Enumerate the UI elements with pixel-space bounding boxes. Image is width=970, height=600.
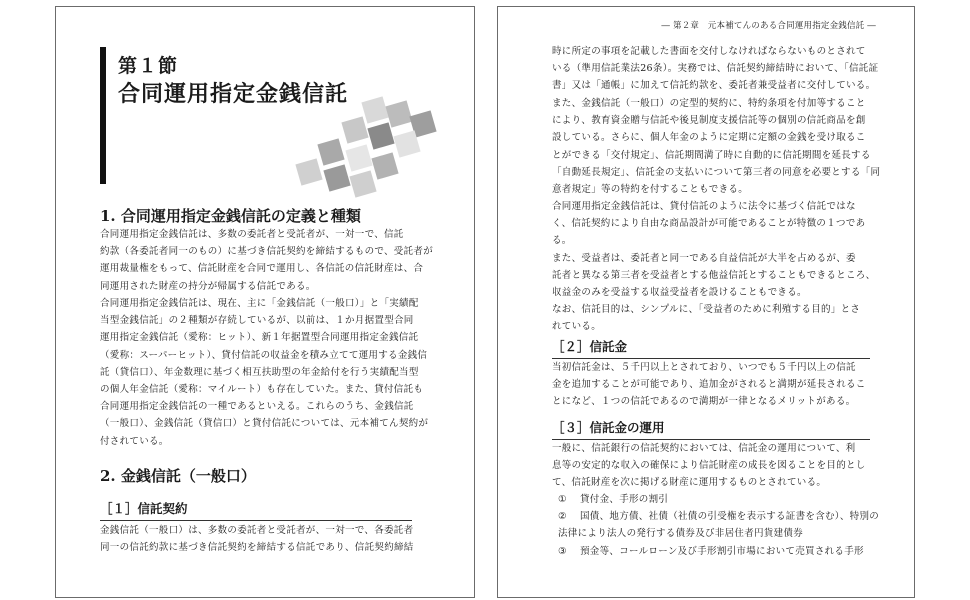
- text-line: いる（準用信託業法26条）。実務では、信託契約締結時において、「信託証: [552, 63, 879, 75]
- text-line: て、信託財産を次に掲げる財産に運用するものとされている。: [552, 477, 827, 489]
- section-bar: [100, 47, 106, 184]
- list-item-number: ③: [558, 545, 567, 557]
- heading-1: 1. 合同運用指定金銭信託の定義と種類: [100, 207, 361, 225]
- paragraph-r1: [552, 43, 878, 95]
- text-line: （一般口）、金銭信託（貸信口）と貸付信託については、元本補てん契約が: [100, 418, 429, 430]
- text-line: る。: [552, 235, 572, 247]
- paragraph-1: [100, 226, 433, 295]
- paragraph-r5: [552, 301, 860, 335]
- text-line: れている。: [552, 321, 602, 333]
- decorative-tiles: [294, 99, 444, 194]
- subheading-contract: ［１］信託契約: [100, 499, 412, 521]
- text-line: 同一の信託約款に基づき信託契約を締結する信託であり、信託契約締結: [100, 542, 414, 554]
- section-number: 第１節: [118, 55, 179, 77]
- paragraph-r7: [552, 440, 866, 492]
- text-line: 運用指定金銭信託（愛称：ヒット）、新１年据置型合同運用指定金銭信託: [100, 332, 419, 344]
- list-item: [558, 508, 879, 525]
- text-line: く、信託契約により自由な商品設計が可能であることが特徴の１つであ: [552, 218, 866, 230]
- text-line: 合同運用指定金銭信託は、多数の委託者と受託者が、一対一で、信託: [100, 229, 404, 240]
- text-line: 設している。さらに、個人年金のように定期に定額の金銭を受け取るこ: [552, 132, 866, 144]
- list-item-continuation: 法律により法人の発行する債券及び非居住者円貨建債券: [558, 528, 804, 540]
- left-page: [55, 6, 475, 598]
- text-line: により、教育資金贈与信託や後見制度支援信託等の個別の信託商品を創: [552, 115, 866, 127]
- paragraph-2: [100, 295, 428, 450]
- text-line: 当初信託金は、５千円以上とされており、いつでも５千円以上の信託: [552, 362, 856, 373]
- text-line: とになど、１つの信託であるので満期が一律となるメリットがある。: [552, 396, 856, 408]
- text-line: なお、信託目的は、シンプルに、「受益者のために利殖する目的」とさ: [552, 304, 861, 315]
- heading-2: 2. 金銭信託（一般口）: [100, 467, 256, 485]
- text-line: 託（貸信口）、年金数理に基づく相互扶助型の年金給付を行う実績配当型: [100, 366, 419, 378]
- text-line: 収益金のみを受益する収益受益者を設けることもできる。: [552, 287, 807, 299]
- text-line: また、金銭信託（一般口）の定型的契約に、特約条項を付加等すること: [552, 98, 866, 109]
- subheading-trust-money: ［２］信託金: [552, 337, 870, 359]
- text-line: 同運用された財産の持分が帰属する信託である。: [100, 280, 316, 292]
- text-line: 書」又は「通帳」に加えて信託約款を、委託者兼受益者に交付している。: [552, 80, 876, 92]
- list-item: [558, 491, 879, 508]
- list-item-text: 国債、地方債、社債（社債の引受権を表示する証書を含む）、特別の: [580, 511, 880, 523]
- paragraph-r2: [552, 95, 880, 198]
- text-line: 付されている。: [100, 435, 169, 447]
- text-line: 時に所定の事項を記載した書面を交付しなければならないものとされて: [552, 46, 866, 57]
- subheading-investment: ［３］信託金の運用: [552, 418, 870, 440]
- text-line: 約款（各委託者同一のもの）に基づき信託契約を締結するもので、受託者が: [100, 246, 434, 258]
- list-item: [558, 543, 879, 560]
- text-line: 合同運用指定金銭信託は、現在、主に「金銭信託（一般口）」と「実績配: [100, 298, 419, 309]
- right-page: [497, 6, 915, 598]
- section-title: 合同運用指定金銭信託: [118, 81, 349, 107]
- paragraph-3: [100, 522, 414, 556]
- paragraph-r3: [552, 198, 865, 250]
- text-line: また、受益者は、委託者と同一である自益信託が大半を占めるが、委: [552, 253, 856, 264]
- text-line: 一般に、信託銀行の信託契約においては、信託金の運用について、利: [552, 443, 856, 454]
- text-line: 託者と異なる第三者を受益者とする他益信託とすることもできるところ、: [552, 270, 876, 282]
- list-item-text: 預金等、コールローン及び手形割引市場において売買される手形: [580, 545, 864, 557]
- text-line: （愛称：スーパーヒット）、貸付信託の収益金を積み立てて運用する金銭信: [100, 349, 428, 361]
- text-line: 運用裁量権をもって、信託財産を合同で運用し、各信託の信託財産は、合: [100, 263, 424, 275]
- text-line: 息等の安定的な収入の確保により信託財産の成長を図ることを目的とし: [552, 460, 866, 472]
- text-line: 金銭信託（一般口）は、多数の委託者と受託者が、一対一で、各委託者: [100, 525, 414, 536]
- list-item-number: ①: [558, 494, 567, 505]
- paragraph-r4: [552, 250, 875, 302]
- text-line: 意者規定」等の特約を付することもできる。: [552, 184, 749, 196]
- list-item-number: ②: [558, 511, 567, 523]
- text-line: 「自動延長規定」、信託金の支払いについて第三者の同意を必要とする「同: [552, 166, 881, 178]
- text-line: 合同運用指定金銭信託は、貸付信託のように法令に基づく信託ではな: [552, 201, 856, 212]
- paragraph-r6: [552, 359, 866, 411]
- text-line: 金を追加することが可能であり、追加金がされると満期が延長されるこ: [552, 379, 866, 391]
- list-item-text: 貸付金、手形の割引: [580, 494, 669, 505]
- text-line: とができる「交付規定」、信託期間満了時に自動的に信託期間を延長する: [552, 149, 871, 161]
- text-line: 合同運用指定金銭信託の一種であるといえる。これらのうち、金銭信託: [100, 401, 414, 413]
- text-line: の個人年金信託（愛称：マイルート）も存在していた。また、貸付信託も: [100, 384, 424, 396]
- running-head: ― 第２章 元本補てんのある合同運用指定金銭信託 ―: [661, 21, 876, 31]
- text-line: 当型金銭信託」の２種類が存続しているが、以前は、１か月据置型合同: [100, 315, 414, 327]
- investment-list: [558, 491, 879, 560]
